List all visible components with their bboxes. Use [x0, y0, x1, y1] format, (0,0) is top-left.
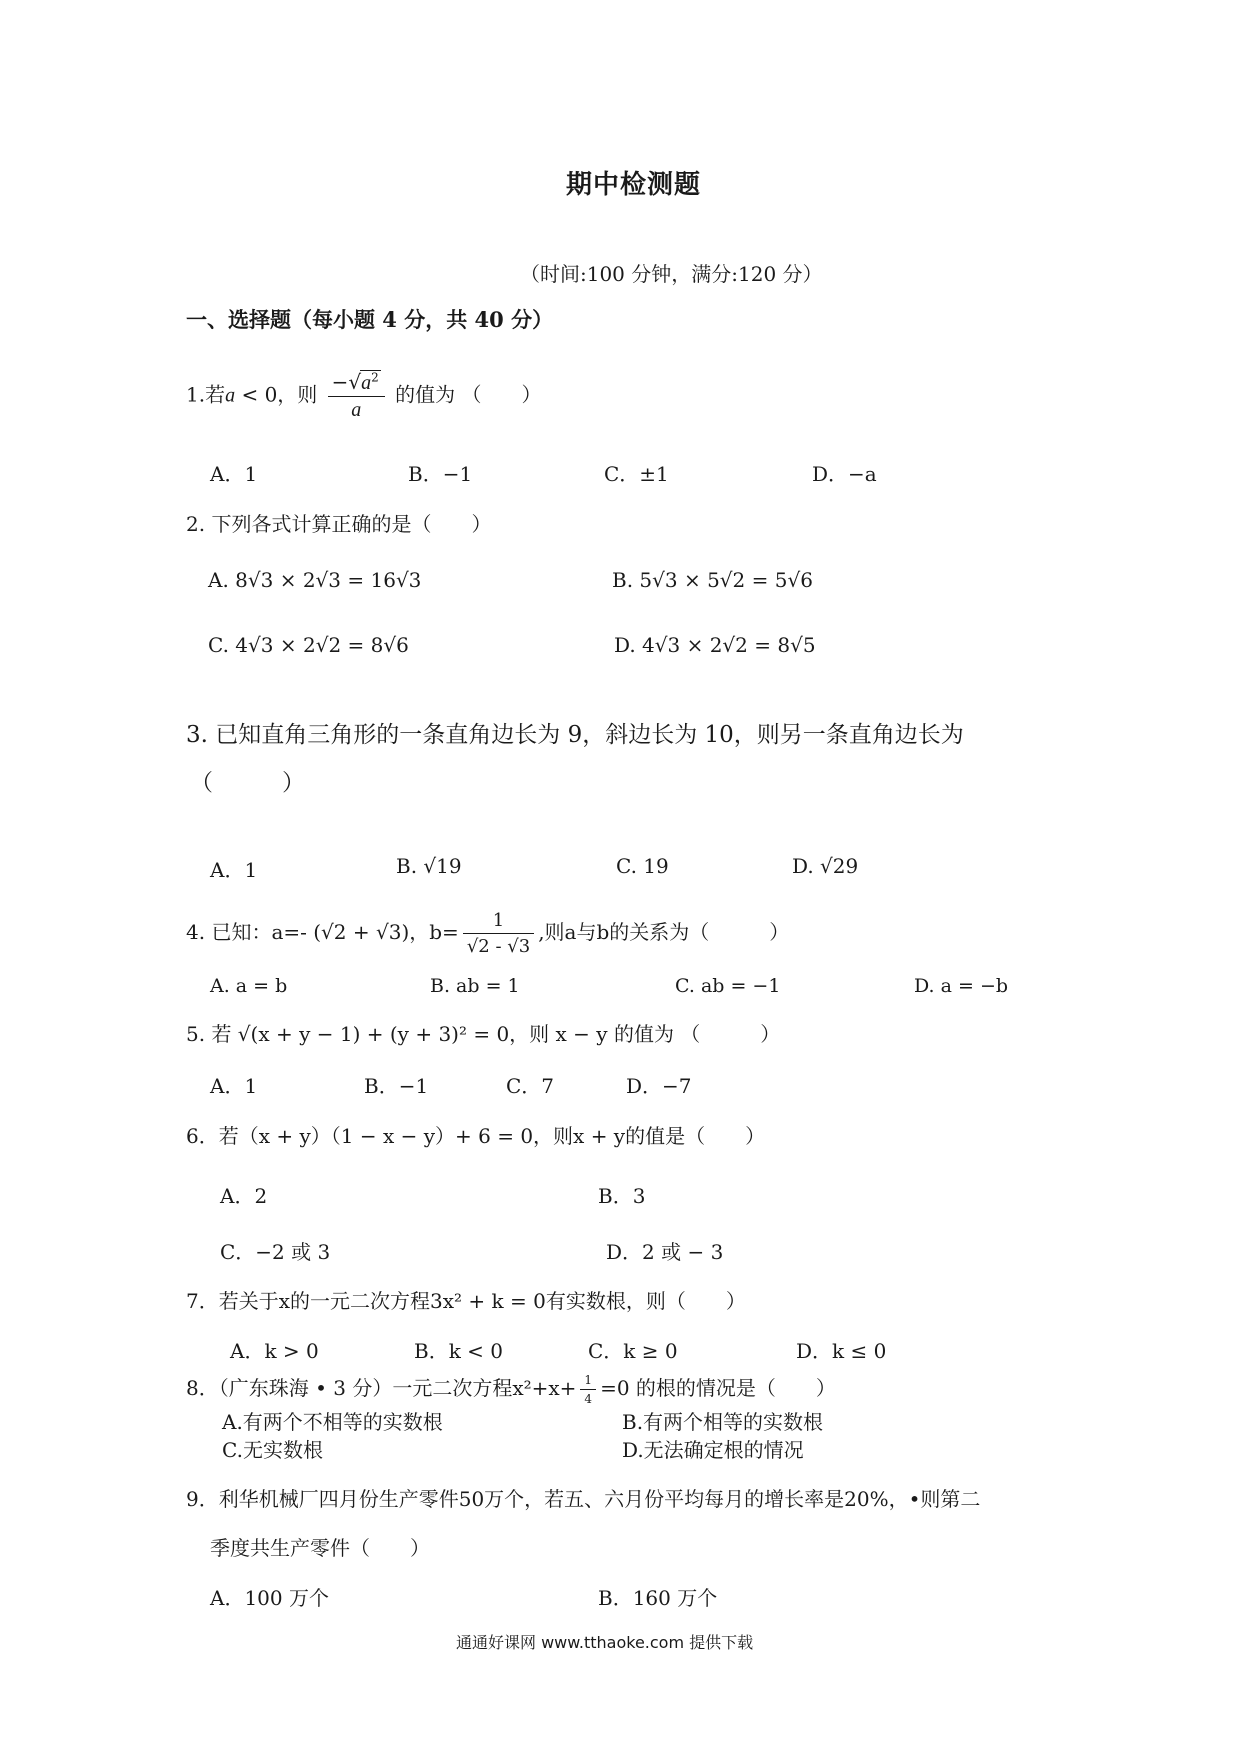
question-3: 3. 已知直角三角形的一条直角边长为 9，斜边长为 10，则另一条直角边长为 — [186, 722, 964, 748]
q4-stem-a: 4. 已知：a=- (√2 + √3)，b= — [186, 920, 459, 944]
q1-minus: − — [331, 370, 349, 394]
q1-den: a — [351, 399, 362, 421]
q1-option-a: A．1 — [210, 462, 258, 486]
q1-suffix: 的值为 （ ） — [388, 382, 542, 407]
q1-rad: a — [361, 372, 372, 394]
question-4 — [186, 910, 789, 957]
q4-num: 1 — [463, 910, 534, 934]
q1-fraction: $\frac{-√a^2}{a}$ — [328, 370, 385, 422]
section-heading: 一、选择题（每小题 4 分，共 40 分） — [186, 307, 554, 332]
q4-option-d: D. a = −b — [914, 975, 1009, 997]
q2-option-b: B. 5√3 × 5√2 = 5√6 — [612, 568, 813, 592]
q3-option-b: B. √19 — [396, 854, 462, 878]
q1-option-d: D．−a — [812, 462, 877, 486]
q1-var: a — [225, 384, 236, 407]
q8-num: 1 — [580, 1373, 596, 1390]
q6-option-c: C．−2 或 3 — [220, 1240, 331, 1264]
q2-option-c: C. 4√3 × 2√2 = 8√6 — [208, 633, 409, 657]
q3-option-d: D. √29 — [792, 854, 859, 878]
q4-option-b: B. ab = 1 — [430, 975, 520, 997]
question-1 — [186, 370, 542, 422]
page-title: 期中检测题 — [566, 170, 702, 200]
q5-option-d: D．−7 — [626, 1074, 692, 1098]
question-2: 2. 下列各式计算正确的是（ ） — [186, 512, 492, 536]
q8-option-d: D.无法确定根的情况 — [622, 1438, 804, 1462]
question-6: 6．若（x + y）（1 − x − y）+ 6 = 0，则x + y的值是（ ） — [186, 1124, 766, 1148]
q3-option-c: C. 19 — [616, 854, 669, 878]
q1-sup: 2 — [371, 370, 379, 385]
q4-option-c: C. ab = −1 — [675, 975, 781, 997]
question-9: 9．利华机械厂四月份生产零件50万个，若五、六月份平均每月的增长率是20%，•则第二 — [186, 1487, 981, 1511]
q3-option-a: A．1 — [210, 858, 258, 882]
q7-option-d: D．k ≤ 0 — [796, 1339, 887, 1363]
question-7: 7．若关于x的一元二次方程3x² + k = 0有实数根，则（ ） — [186, 1289, 746, 1313]
q1-option-c: C．±1 — [604, 462, 669, 486]
q5-option-a: A．1 — [210, 1074, 258, 1098]
q4-den: √2 - √3 — [466, 936, 531, 957]
q8-den: 4 — [584, 1392, 593, 1406]
page-footer: 通通好课网 www.tthaoke.com 提供下载 — [456, 1633, 754, 1652]
q6-option-a: A．2 — [220, 1184, 268, 1208]
q8-stem-b: =0 的根的情况是（ ） — [600, 1376, 836, 1400]
q8-stem-a: 8．（广东珠海 • 3 分）一元二次方程x²+x+ — [186, 1376, 577, 1400]
q9-option-b: B．160 万个 — [598, 1586, 718, 1610]
q8-option-b: B.有两个相等的实数根 — [622, 1410, 824, 1434]
question-5: 5. 若 √(x + y − 1) + (y + 3)² = 0，则 x − y 的值为 （ ） — [186, 1022, 781, 1046]
q6-option-d: D．2 或 − 3 — [606, 1240, 724, 1264]
q2-option-d: D. 4√3 × 2√2 = 8√5 — [614, 633, 816, 657]
q2-option-a: A. 8√3 × 2√3 = 16√3 — [208, 568, 422, 592]
q4-fraction — [463, 910, 534, 957]
q1-cond: < 0，则 — [235, 382, 318, 407]
exam-meta: （时间:100 分钟，满分:120 分） — [520, 262, 823, 286]
q1-prefix: 1.若 — [186, 382, 226, 407]
q7-option-b: B．k < 0 — [414, 1339, 504, 1363]
q7-option-c: C．k ≥ 0 — [588, 1339, 678, 1363]
q6-option-b: B．3 — [598, 1184, 646, 1208]
q7-option-a: A．k > 0 — [230, 1339, 319, 1363]
q1-option-b: B．−1 — [408, 462, 473, 486]
question-8 — [186, 1372, 836, 1406]
q8-fraction — [580, 1373, 596, 1406]
question-9-line-2: 季度共生产零件（ ） — [210, 1536, 430, 1560]
q5-option-c: C．7 — [506, 1074, 555, 1098]
q3-answer-paren: （ ） — [190, 770, 305, 796]
q4-stem-b: ,则a与b的关系为（ ） — [538, 920, 790, 944]
q9-option-a: A．100 万个 — [210, 1586, 329, 1610]
q5-option-b: B．−1 — [364, 1074, 429, 1098]
q8-option-c: C.无实数根 — [222, 1438, 323, 1462]
q8-option-a: A.有两个不相等的实数根 — [222, 1410, 443, 1434]
q4-option-a: A. a = b — [210, 975, 288, 997]
